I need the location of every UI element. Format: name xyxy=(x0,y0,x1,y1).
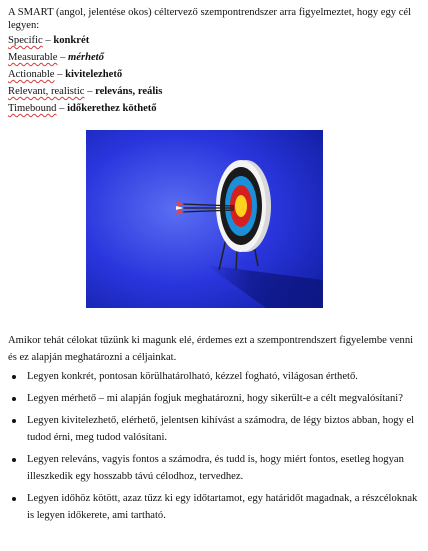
bullet-icon xyxy=(12,497,16,501)
smart-meaning: releváns, reális xyxy=(95,86,163,97)
bullet-icon xyxy=(12,375,16,379)
bullet-item: Legyen mérhető – mi alapján fogjuk meghatározni, hogy sikerült-e a célt megvalósítani? xyxy=(8,390,418,407)
smart-term: Measurable xyxy=(8,52,58,63)
smart-meaning: konkrét xyxy=(53,35,90,46)
body-paragraph: Amikor tehát célokat tűzünk ki magunk elé, érdemes ezt a szempontrendszert figyelembe venni és ez alapján meghatározni a céljainkat. xyxy=(8,335,414,363)
advice-bullet-list xyxy=(8,368,418,529)
target-illustration xyxy=(86,130,323,308)
smart-item-relevant: Relevant, realistic – releváns, reális xyxy=(8,86,163,97)
bullet-item: Legyen konkrét, pontosan körülhatárolható, kézzel fogható, világosan érthető. xyxy=(8,368,418,385)
bullet-icon xyxy=(12,419,16,423)
target-bullseye xyxy=(235,195,247,217)
smart-criteria-list xyxy=(8,32,420,117)
bullet-item: Legyen releváns, vagyis fontos a számodra, és tudd is, hogy miért fontos, esetleg hogyan illeszkedik egy hosszabb távú célodhoz, tervedhez. xyxy=(8,451,418,485)
smart-term: Specific xyxy=(8,35,43,46)
smart-meaning: mérhető xyxy=(68,52,104,63)
bullet-icon xyxy=(12,458,16,462)
smart-item-specific: Specific – konkrét xyxy=(8,35,90,46)
intro-text: A SMART (angol, jelentése okos) céltervező szempontrendszer arra figyelmeztet, hogy egy cél legyen: xyxy=(8,7,412,31)
archery-target-image xyxy=(86,130,323,308)
smart-item-measurable: Measurable – mérhető xyxy=(8,52,104,63)
smart-meaning: kivitelezhető xyxy=(65,69,123,80)
bullet-icon xyxy=(12,397,16,401)
smart-term: Actionable xyxy=(8,69,55,80)
smart-item-timebound: Timebound – időkerethez köthető xyxy=(8,103,157,114)
smart-meaning: időkerethez köthető xyxy=(67,103,157,114)
bullet-item: Legyen időhöz kötött, azaz tűzz ki egy időtartamot, egy határidőt magadnak, a részcéloknak is legyen időkerete, ami tartható. xyxy=(8,490,418,524)
document-page xyxy=(8,6,420,117)
smart-item-actionable: Actionable – kivitelezhető xyxy=(8,69,123,80)
smart-term: Timebound xyxy=(8,103,57,114)
smart-term: Relevant, realistic xyxy=(8,86,85,97)
bullet-item: Legyen kivitelezhető, elérhető, jelentsen kihívást a számodra, de légy biztos abban, hogy el tudod érni, meg tudod valósítani. xyxy=(8,412,418,446)
